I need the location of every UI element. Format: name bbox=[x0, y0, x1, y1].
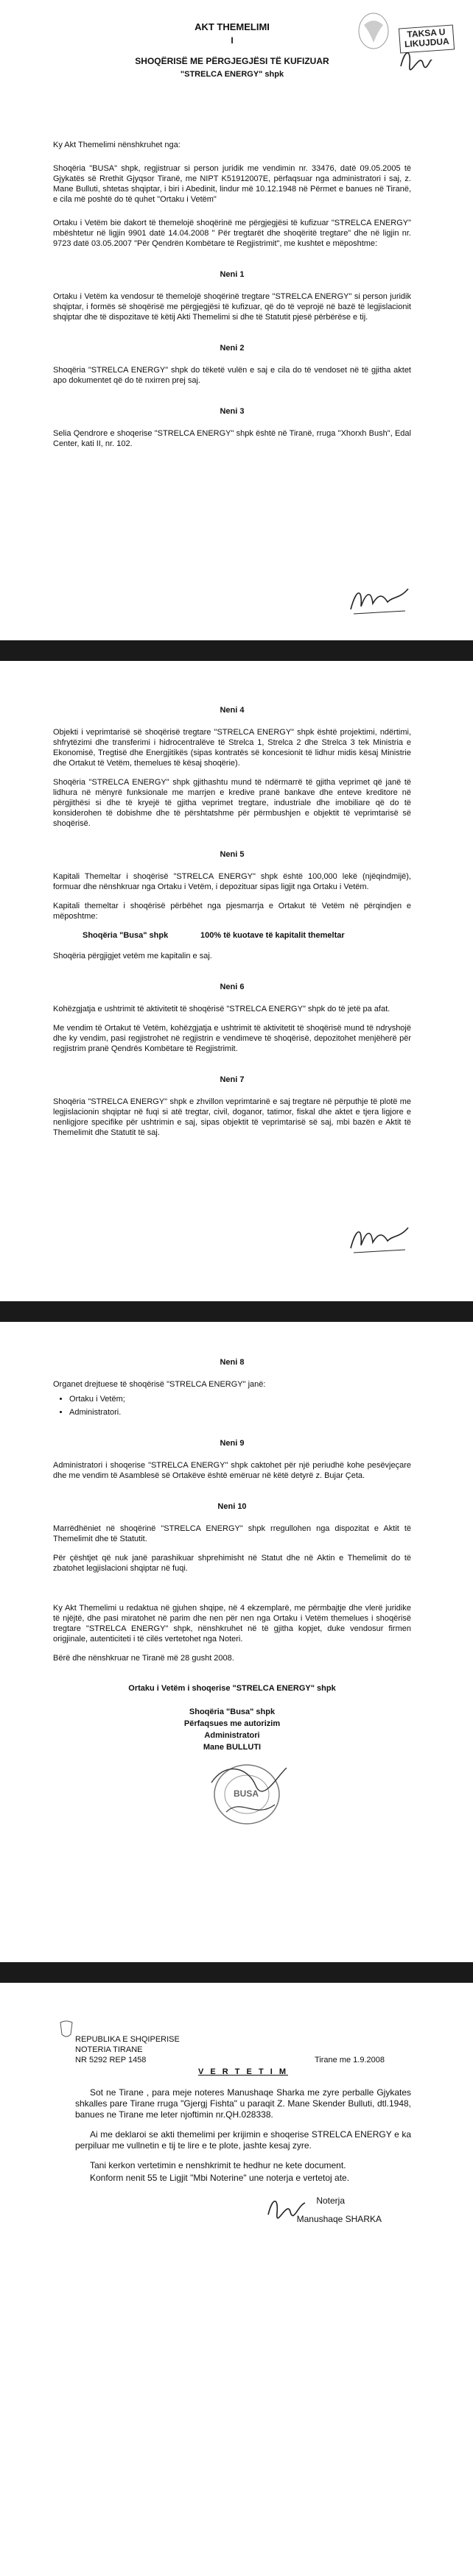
list-item: • Administratori. bbox=[69, 1407, 411, 1418]
article-9-title: Neni 9 bbox=[220, 1439, 245, 1448]
republic-header: REPUBLIKA E SHQIPERISE bbox=[75, 2035, 180, 2044]
list-item: • Ortaku i Vetëm; bbox=[69, 1394, 411, 1404]
seal-area bbox=[53, 1753, 411, 1834]
signature-icon bbox=[265, 2193, 309, 2222]
seal-text: BUSA bbox=[234, 1788, 259, 1799]
organs-list bbox=[69, 1394, 411, 1418]
article-2-text: Shoqëria "STRELCA ENERGY" shpk do tëketë vulën e saj e cila do të vendoset në të gjitha aktet apo dokumentet që do të nxirren prej saj. bbox=[53, 366, 411, 385]
article-6-text-b: Me vendim të Ortakut të Vetëm, kohëzgjatja e ushtrimit të aktivitetit të shoqërisë mund të ndryshojë dhe ky vendim, pasi regjistrohet në regjistrin e vendimeve të shoqërisë, depozitohet menjëherë për regjistrim pranë Qendrës Kombëtare të Regjistrimit. bbox=[53, 1024, 411, 1053]
signature-block bbox=[53, 1682, 411, 1753]
signature-icon bbox=[346, 1220, 413, 1257]
article-5-text-a: Kapitali Themeltar i shoqërisë "STRELCA ENERGY" shpk është 100,000 lekë (njëqindmijë), formuar dhe nënshkruar nga Ortaku i Vetëm, i depozituar sipas ligjit nga Ortaku i Vetëm. bbox=[53, 872, 411, 891]
article-8-title: Neni 8 bbox=[220, 1358, 245, 1367]
article-7-text: Shoqëria "STRELCA ENERGY" shpk e zhvillon veprimtarinë e saj tregtare në përputhje të plotë me legjislacionin shqiptar në fuqi si atë tregtar, civil, doganor, tatimor, fiskal dhe aktet e tjera ligjore e nenligjore specifike për ushtrimin e saj, sipas objektit të veprimtarisë së saj, mbi bazën e Aktit të Themelimit dhe Statutit të saj. bbox=[53, 1097, 411, 1137]
emblem-icon bbox=[57, 2020, 75, 2040]
certification-para-1: Sot ne Tirane , para meje noteres Manushaqe Sharka me zyre perballe Gjykates shkalles pare Tirane rruga "Gjergj Fishta" u paraqit Z. Mane Skender Bulluti, dtl.1948, banues ne Tirane me leter njoftimin nr.QH.028338. bbox=[75, 2087, 411, 2120]
certification-heading: V E R T E T I M bbox=[197, 2067, 288, 2076]
document-roman-numeral: I bbox=[231, 35, 234, 46]
certification-para-2: Ai me deklaroi se akti themelimi per krijimin e shoqerise STRELCA ENERGY e ka perpiluar me vullnetin e tij te lire e te plote, jashte kesaj zyre. bbox=[75, 2129, 411, 2151]
article-5-title: Neni 5 bbox=[220, 850, 245, 859]
signer-role: Ortaku i Vetëm i shoqerise "STRELCA ENERGY" shpk bbox=[128, 1684, 336, 1693]
notary-title: Noterja bbox=[316, 2195, 345, 2206]
signing-date-text: Bërë dhe nënshkruar ne Tiranë më 28 gusht 2008. bbox=[53, 1654, 234, 1663]
article-5-text-c: Shoqëria përgjigjet vetëm me kapitalin e saj. bbox=[53, 952, 212, 960]
signer-authorization: Përfaqsues me autorizim bbox=[183, 1719, 281, 1728]
certification-date: Tirane me 1.9.2008 bbox=[315, 2056, 385, 2064]
article-6-text-a: Kohëzgjatja e ushtrimit të aktivitetit të shoqërisë "STRELCA ENERGY" shpk do të jetë pa afat. bbox=[53, 1005, 390, 1013]
closing-text: Ky Akt Themelimi u redaktua në gjuhen shqipe, në 4 ekzemplarë, me përmbajtje dhe vlerë juridike të njëjtë, dhe pasi miratohet në parim dhe nen për nen nga Ortaku i Vetëm themelues i shoqërisë tregtare "STRELCA ENERGY" shpk, nënshkruhet në të gjitha kopjet, duke vendosur firmen origjinale, autenticiteti i të cilës vertetohet nga Noteri. bbox=[53, 1604, 411, 1643]
article-4-text-a: Objekti i veprimtarisë së shoqërisë tregtare "STRELCA ENERGY" shpk është projektimi, ndërtimi, shfrytëzimi dhe transferimi i hidrocentralëve të Strelca 1, Strelca 2 dhe Strelca 3 tek Ministria e Ekonomisë, Tregtisë dhe Energjitikës (sipas kontratës së koncesionit të lidhur midis kësaj Ministrie dhe Ortakut të Vetëm, themelues të kësaj shoqërie). bbox=[53, 728, 411, 768]
decision-text: Ortaku i Vetëm bie dakort të themelojë shoqërinë me përgjegjësi të kufizuar "STRELCA ENERGY" mbështetur në ligjin 9901 datë 14.04.2008 " Për tregtarët dhe shoqëritë tregtare" dhe në ligjin nr. 9723 datë 03.05.2007 "Për Qendrën Kombëtare të Regjistrimit", me kushtet e mëposhtme: bbox=[53, 219, 411, 248]
tax-paid-stamp-text: TAKSA U LIKUJDUA bbox=[399, 24, 455, 53]
article-4-text-b: Shoqëria "STRELCA ENERGY" shpk gjithashtu mund të ndërmarrë të gjitha veprimet që janë të lidhura në mënyrë funksionale me marrjen e kredive pranë bankave dhe enteve kreditore në përgjithësi si dhe të kryejë të gjitha veprimet tregtare, industriale dhe imobiliare që do të konsiderohen të dobishme dhe të përshtatshme për përmbushjen e objektit të veprimtarisë së shoqërisë. bbox=[53, 778, 411, 828]
article-5-text-b: Kapitali themeltar i shoqërisë përbëhet nga pjesmarrja e Ortakut të Vetëm në përqindjen e mëposhtme: bbox=[53, 902, 411, 921]
document-title: AKT THEMELIMI bbox=[195, 21, 270, 32]
article-4-title: Neni 4 bbox=[220, 706, 245, 715]
certification-para-4: Konform nenit 55 te Ligjit "Mbi Noterine" une noterja e vertetoj ate. bbox=[90, 2173, 350, 2183]
signer-name: Mane BULLUTI bbox=[203, 1743, 262, 1752]
capital-share: 100% të kuotave të kapitalit themeltar bbox=[200, 931, 345, 940]
signature-icon bbox=[398, 44, 435, 74]
signature-icon bbox=[346, 581, 413, 618]
article-9-text: Administratori i shoqerise "STRELCA ENERGY" shpk caktohet për një periudhë kohe pesëvjeçare dhe me vendim të Asamblesë së Ortakëve është emëruar në këtë detyrë z. Bujar Çeta. bbox=[53, 1461, 411, 1480]
capital-holder: Shoqëria "Busa" shpk bbox=[83, 931, 169, 940]
article-1-title: Neni 1 bbox=[220, 270, 245, 279]
article-1-text: Ortaku i Vetëm ka vendosur të themelojë shoqërinë tregtare "STRELCA ENERGY" si person juridik shqiptar, i formës së shoqërisë me përgjegjësi të kufizuar, që do të veprojë në bazë të legjislacionit shqiptar dhe të dispozitave të këtij Akti Themelimi si dhe të Statutit pjesë përbërëse e tij. bbox=[53, 292, 411, 322]
company-name: "STRELCA ENERGY" shpk bbox=[180, 70, 284, 79]
signer-title: Administratori bbox=[204, 1731, 260, 1740]
document-page-4 bbox=[0, 1983, 473, 2576]
reference-number: NR 5292 REP 1458 bbox=[75, 2056, 147, 2064]
article-8-text: Organet drejtuese të shoqërisë "STRELCA ENERGY" janë: bbox=[53, 1380, 266, 1389]
article-3-text: Selia Qendrore e shoqerise "STRELCA ENERGY" shpk është në Tiranë, rruga "Xhorxh Bush", Edal Center, kati II, nr. 102. bbox=[53, 429, 411, 448]
document-page-3 bbox=[0, 1322, 473, 1962]
article-6-title: Neni 6 bbox=[220, 983, 245, 991]
document-page-1 bbox=[0, 0, 473, 640]
emblem-icon bbox=[348, 10, 399, 54]
intro-text: Ky Akt Themelimi nënshkruhet nga: bbox=[53, 141, 181, 149]
capital-share-row bbox=[83, 930, 411, 941]
reference-row bbox=[75, 2055, 385, 2065]
article-10-text-b: Për çështjet që nuk janë parashikuar shprehimisht në Statut dhe në Aktin e Themelimit do të zbatohet legjislacioni shqiptar në fuqi. bbox=[53, 1554, 411, 1573]
article-10-title: Neni 10 bbox=[217, 1502, 247, 1511]
signer-company: Shoqëria "Busa" shpk bbox=[189, 1708, 276, 1716]
document-subtitle: SHOQËRISË ME PËRGJEGJËSI TË KUFIZUAR bbox=[135, 56, 329, 66]
certification-para-3: Tani kerkon vertetimin e nenshkrimit te hedhur ne kete document. bbox=[90, 2160, 346, 2170]
notary-office: NOTERIA TIRANE bbox=[75, 2045, 143, 2054]
notary-name: Manushaqe SHARKA bbox=[296, 2214, 382, 2224]
article-10-text-a: Marrëdhëniet në shoqërinë "STRELCA ENERGY" shpk rregullohen nga dispozitat e Aktit të Themelimit dhe të Statutit. bbox=[53, 1524, 411, 1543]
party-text: Shoqëria "BUSA" shpk, regjistruar si person juridik me vendimin nr. 33476, datë 09.05.2005 të Gjykatës së Rrethit Gjyqsor Tiranë, me NIPT K51912007E, përfaqsuar nga administratori i saj, z. Mane Bulluti, shtetas shqiptar, i biri i Abedinit, lindur më 10.12.1948 në Përmet e banues në Tiranë, e cila më poshtë do të quhet "Ortaku i Vetëm" bbox=[53, 164, 411, 204]
article-7-title: Neni 7 bbox=[220, 1075, 245, 1084]
document-page-2 bbox=[0, 661, 473, 1301]
article-2-title: Neni 2 bbox=[220, 344, 245, 353]
article-3-title: Neni 3 bbox=[220, 407, 245, 416]
